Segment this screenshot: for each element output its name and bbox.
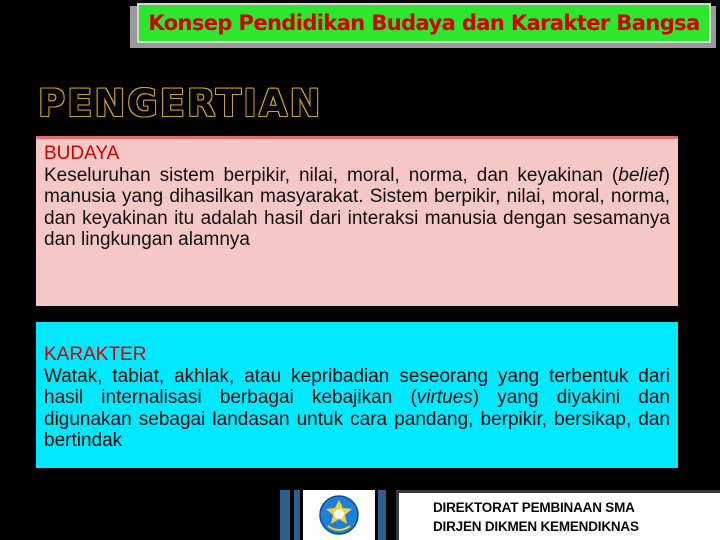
karakter-body-text-1: Watak, tabiat, akhlak, atau kepribadian seseorang yang terbentuk dari hasil internalisasi berbagai kebajikan ( [44, 365, 670, 408]
karakter-body [44, 366, 670, 452]
section-title: PENGERTIAN [38, 82, 323, 125]
karakter-term: virtues [416, 387, 473, 408]
budaya-body [44, 165, 670, 251]
footer-credit-box [396, 490, 720, 540]
tut-wuri-handayani-logo-icon [303, 490, 375, 540]
footer-stripe [294, 490, 300, 540]
budaya-body-text-2: ) manusia yang dihasilkan masyarakat. Sistem berpikir, nilai, moral, norma, dan keyakinan itu adalah hasil dari interaksi manusia dengan sesamanya dan lingkungan alamnya [44, 164, 670, 250]
footer-line-2: DIRJEN DIKMEN KEMENDIKNAS [433, 518, 639, 534]
footer-stripe [280, 490, 290, 540]
budaya-body-text-1: Keseluruhan sistem berpikir, nilai, moral, norma, dan keyakinan ( [44, 164, 619, 186]
karakter-body-text-2: ) yang diyakini dan digunakan sebagai landasan untuk cara pandang, berpikir, bersikap, dan bertindak [44, 387, 670, 451]
budaya-definition-box [36, 136, 678, 306]
title-banner [137, 3, 711, 43]
karakter-definition-box [36, 322, 678, 468]
budaya-term: belief [618, 164, 664, 186]
karakter-heading: KARAKTER [44, 344, 147, 365]
footer-stripe [378, 490, 386, 540]
logo-svg [318, 494, 360, 536]
footer-line-1: DIREKTORAT PEMBINAAN SMA [433, 499, 635, 515]
budaya-heading: BUDAYA [44, 143, 120, 164]
banner-title: Konsep Pendidikan Budaya dan Karakter Bangsa [148, 11, 700, 35]
